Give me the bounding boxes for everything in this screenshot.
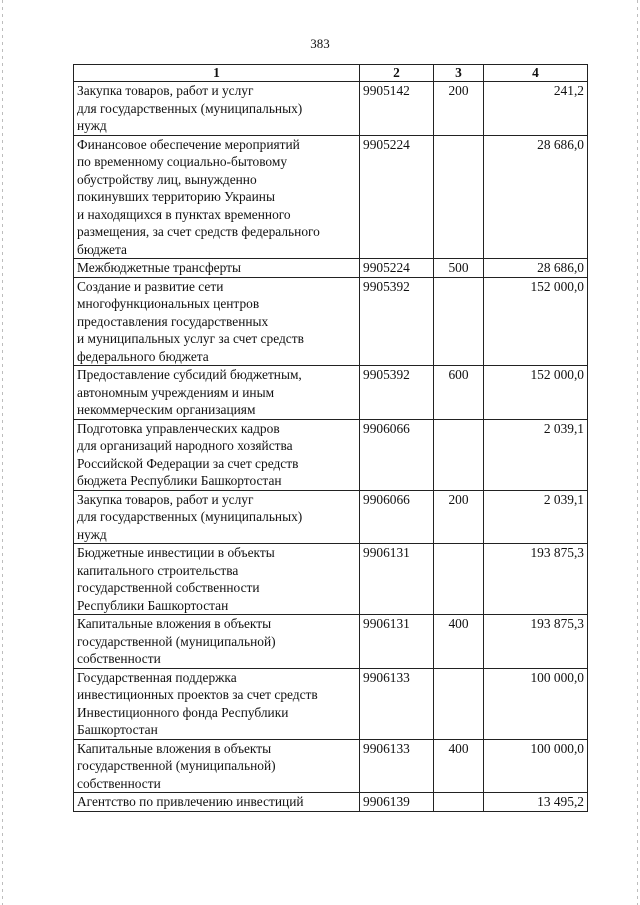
row-sum: 152 000,0 (484, 366, 588, 420)
row-code: 9905142 (360, 82, 434, 136)
row-name: Создание и развитие сети многофункциональных центров предоставления государственных и муниципальных услуг за счет средств федерального бюджета (74, 277, 360, 366)
row-code: 9906133 (360, 739, 434, 793)
row-name: Межбюджетные трансферты (74, 259, 360, 278)
row-sum: 241,2 (484, 82, 588, 136)
row-name: Предоставление субсидий бюджетным, автономным учреждениям и иным некоммерческим организациям (74, 366, 360, 420)
header-col-3: 3 (434, 65, 484, 82)
row-code: 9905224 (360, 259, 434, 278)
row-type: 600 (434, 366, 484, 420)
row-sum: 100 000,0 (484, 739, 588, 793)
row-name: Агентство по привлечению инвестиций (74, 793, 360, 812)
row-type: 200 (434, 82, 484, 136)
row-type: 200 (434, 490, 484, 544)
row-type (434, 277, 484, 366)
budget-table (73, 64, 588, 812)
row-sum: 193 875,3 (484, 544, 588, 615)
row-type (434, 668, 484, 739)
table-row (74, 277, 588, 366)
row-type (434, 544, 484, 615)
row-type (434, 419, 484, 490)
row-code: 9906133 (360, 668, 434, 739)
row-name: Финансовое обеспечение мероприятий по временному социально-бытовому обустройству лиц, вынужденно покинувших территорию Украины и находящихся в пунктах временного размещения, за счет средств федерального бюджета (74, 135, 360, 259)
row-sum: 100 000,0 (484, 668, 588, 739)
table-row (74, 135, 588, 259)
row-code: 9906066 (360, 490, 434, 544)
row-name: Государственная поддержка инвестиционных проектов за счет средств Инвестиционного фонда Республики Башкортостан (74, 668, 360, 739)
table-row (74, 419, 588, 490)
table-row (74, 668, 588, 739)
row-sum: 152 000,0 (484, 277, 588, 366)
scan-right-edge (637, 0, 638, 905)
row-name: Закупка товаров, работ и услуг для государственных (муниципальных) нужд (74, 82, 360, 136)
row-sum: 13 495,2 (484, 793, 588, 812)
row-type: 400 (434, 739, 484, 793)
row-type (434, 135, 484, 259)
row-name: Капитальные вложения в объекты государственной (муниципальной) собственности (74, 739, 360, 793)
row-sum: 193 875,3 (484, 615, 588, 669)
row-sum: 2 039,1 (484, 419, 588, 490)
row-type (434, 793, 484, 812)
table-row (74, 739, 588, 793)
table-row (74, 259, 588, 278)
scan-left-edge (2, 0, 3, 905)
row-type: 400 (434, 615, 484, 669)
table-row (74, 490, 588, 544)
row-sum: 2 039,1 (484, 490, 588, 544)
table-row (74, 615, 588, 669)
table-row (74, 82, 588, 136)
row-name: Подготовка управленческих кадров для организаций народного хозяйства Российской Федерации за счет средств бюджета Республики Башкортостан (74, 419, 360, 490)
row-code: 9906066 (360, 419, 434, 490)
row-type: 500 (434, 259, 484, 278)
row-code: 9905392 (360, 366, 434, 420)
row-code: 9906131 (360, 544, 434, 615)
row-name: Капитальные вложения в объекты государственной (муниципальной) собственности (74, 615, 360, 669)
header-col-2: 2 (360, 65, 434, 82)
row-name: Бюджетные инвестиции в объекты капитального строительства государственной собственности Республики Башкортостан (74, 544, 360, 615)
row-name: Закупка товаров, работ и услуг для государственных (муниципальных) нужд (74, 490, 360, 544)
row-code: 9906139 (360, 793, 434, 812)
table-row (74, 544, 588, 615)
row-code: 9906131 (360, 615, 434, 669)
table-row (74, 366, 588, 420)
table-row (74, 793, 588, 812)
table-header-row (74, 65, 588, 82)
page-number: 383 (310, 36, 330, 51)
row-sum: 28 686,0 (484, 259, 588, 278)
row-code: 9905224 (360, 135, 434, 259)
row-sum: 28 686,0 (484, 135, 588, 259)
header-col-4: 4 (484, 65, 588, 82)
header-col-1: 1 (74, 65, 360, 82)
row-code: 9905392 (360, 277, 434, 366)
